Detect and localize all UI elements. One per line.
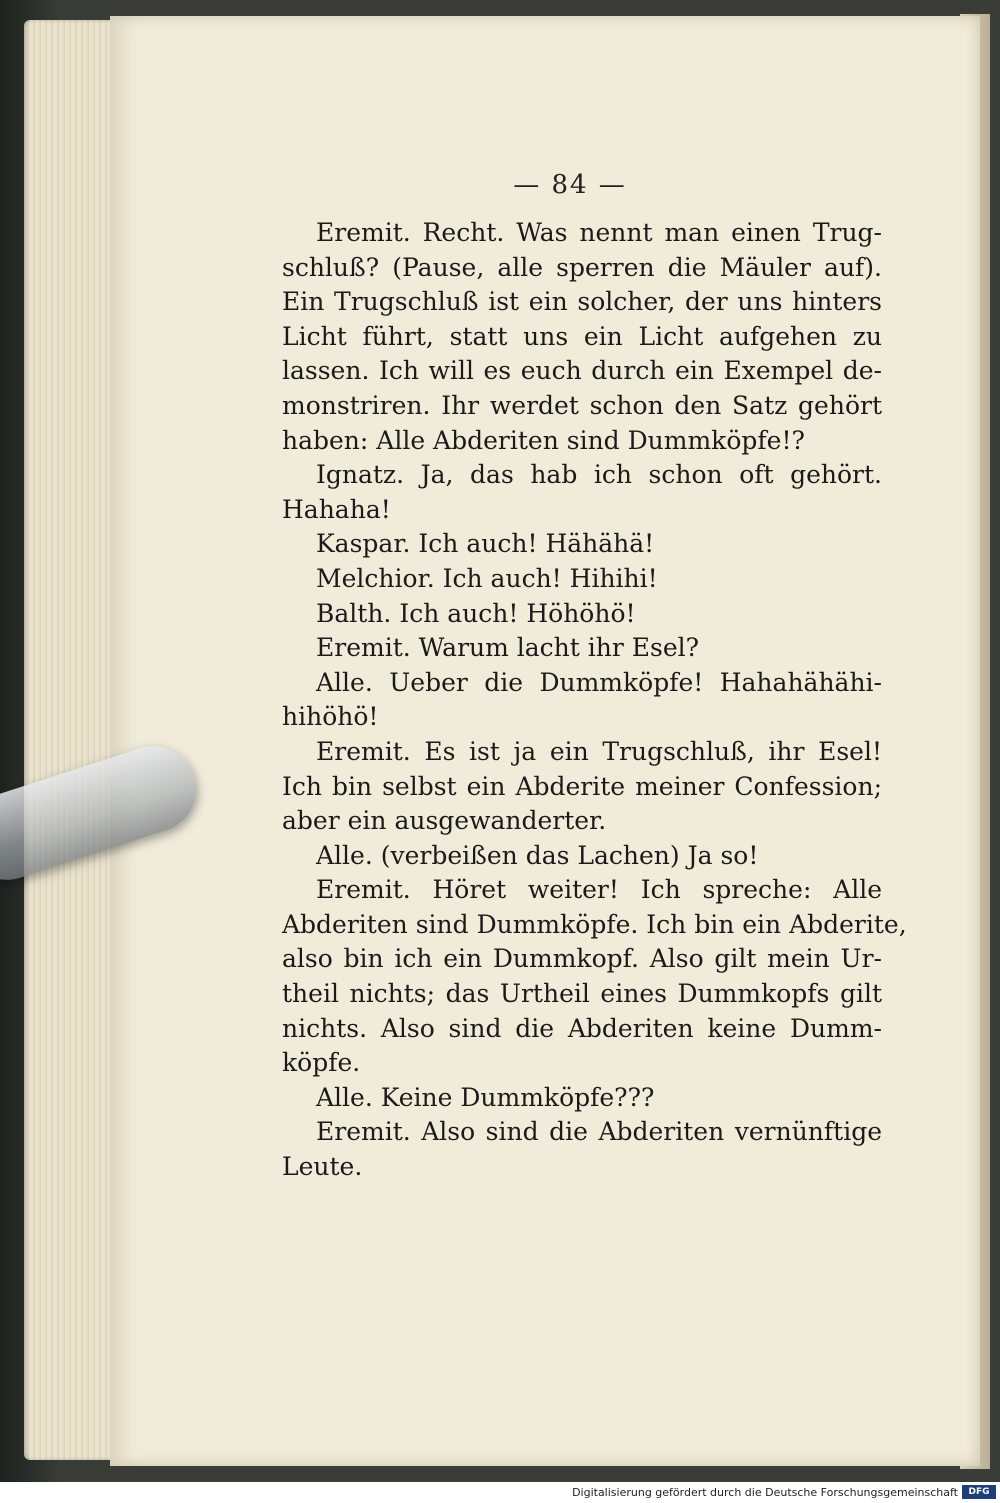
text-line: Ein Trugschluß ist ein solcher, der uns hinters [282, 287, 882, 317]
text-line: Leute. [282, 1152, 363, 1182]
text-line: schluß? (Pause, alle sperren die Mäuler auf). [282, 252, 882, 282]
text-line: Abderiten sind Dummköpfe. Ich bin ein Abderite, [282, 909, 907, 939]
text-line: Eremit. Höret weiter! Ich spreche: Alle [316, 875, 882, 905]
text-line: Eremit. Recht. Was nennt man einen Trug- [316, 218, 882, 247]
text-line: Ignatz. Ja, das hab ich schon oft gehört. [316, 460, 882, 490]
text-line: Ich bin selbst ein Abderite meiner Confession; [282, 771, 882, 801]
page-number: — 84 — [513, 170, 627, 200]
text-line: aber ein ausgewanderter. [282, 806, 607, 836]
text-line: hihöhö! [282, 702, 379, 732]
dfg-logo: DFG [962, 1485, 996, 1499]
text-line: nichts. Also sind die Abderiten keine Dumm- [282, 1013, 882, 1043]
text-line: Hahaha! [282, 494, 391, 524]
body-text [282, 216, 907, 1185]
text-line: Eremit. Warum lacht ihr Esel? [316, 633, 700, 663]
footer-credit: Digitalisierung gefördert durch die Deutsche Forschungsgemeinschaft [572, 1486, 958, 1499]
text-line: Melchior. Ich auch! Hihihi! [316, 563, 658, 593]
text-line: lassen. Ich will es euch durch ein Exempel de- [282, 356, 882, 386]
text-line: also bin ich ein Dummkopf. Also gilt mein Ur- [282, 944, 882, 974]
text-line: Alle. Ueber die Dummköpfe! Hahahähähi- [316, 667, 882, 697]
text-line: monstriren. Ihr werdet schon den Satz gehört [282, 390, 882, 420]
text-line: Eremit. Es ist ja ein Trugschluß, ihr Esel! [316, 736, 882, 766]
text-line: Alle. Keine Dummköpfe??? [316, 1082, 655, 1112]
text-line: Alle. (verbeißen das Lachen) Ja so! [316, 840, 759, 870]
text-line: Eremit. Also sind die Abderiten vernünftige [316, 1117, 882, 1147]
text-line: theil nichts; das Urtheil eines Dummkopfs gilt [282, 979, 882, 1009]
text-line: Kaspar. Ich auch! Hähähä! [316, 529, 655, 559]
text-line: Balth. Ich auch! Höhöhö! [316, 598, 636, 628]
text-line: Licht führt, statt uns ein Licht aufgehen zu [282, 321, 882, 351]
text-line: köpfe. [282, 1048, 361, 1078]
text-line: haben: Alle Abderiten sind Dummköpfe!? [282, 425, 805, 455]
